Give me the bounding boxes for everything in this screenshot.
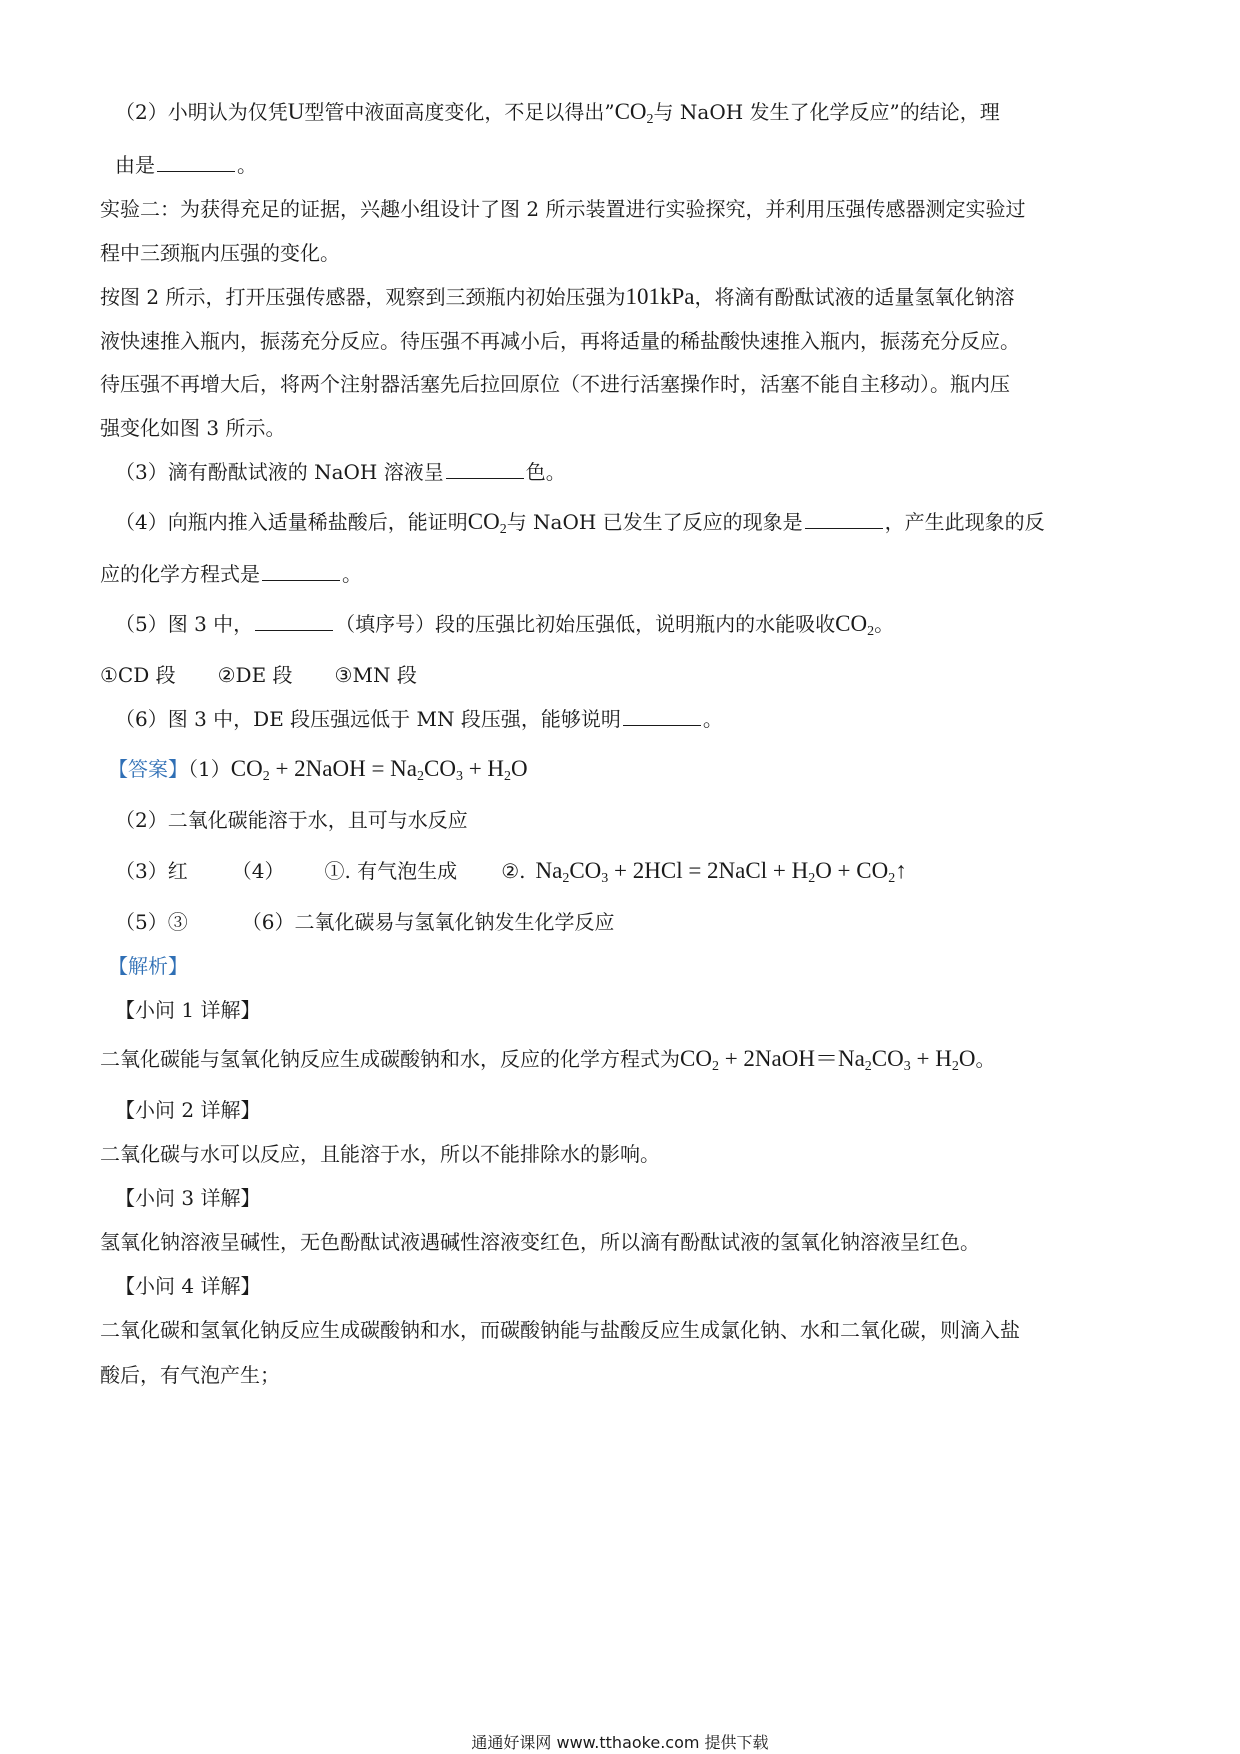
q5-text-b: （填序号）段的压强比初始压强低，说明瓶内的水能吸收 [335, 612, 836, 636]
q3-text-b: 色。 [525, 460, 566, 484]
q2-u-letter: U [287, 99, 305, 124]
co2-formula: $CO_2$ [467, 509, 507, 537]
q5-text-c: 。 [874, 612, 895, 636]
analysis-s4-text-2: 酸后，有气泡产生； [100, 1363, 280, 1387]
exp2-line-5: 待压强不再增大后，将两个注射器活塞先后拉回原位（不进行活塞操作时，活塞不能自主移动）。瓶内压 [100, 372, 1010, 396]
exp2-line-3 [100, 283, 1120, 311]
analysis-s1-body: 二氧化碳能与氢氧化钠反应生成碳酸钠和水，反应的化学方程式为 [100, 1047, 680, 1071]
q5-text-a: （5）图 3 中， [115, 612, 254, 636]
page-footer: 通通好课网 www.tthaoke.com 提供下载 [471, 1733, 769, 1752]
analysis-s3-title: 【小问 3 详解】 [115, 1186, 261, 1210]
exp2-line-4: 液快速推入瓶内，振荡充分反应。待压强不再减小后，再将适量的稀盐酸快速推入瓶内，振荡充分反应。 [100, 329, 1020, 353]
q5-option-3: ③MN 段 [334, 663, 417, 687]
analysis-s4-text-1: 二氧化碳和氢氧化钠反应生成碳酸钠和水，而碳酸钠能与盐酸反应生成氯化钠、水和二氧化碳，则滴入盐 [100, 1318, 1020, 1342]
q3-text-a: （3）滴有酚酞试液的 NaOH 溶液呈 [115, 460, 444, 484]
analysis-s1-title: 【小问 1 详解】 [115, 998, 261, 1022]
q2-line-2 [115, 151, 1135, 179]
q2-text-c: 与 NaOH 发生了化学反应”的结论，理 [653, 100, 1000, 124]
answer-3: （3）红 [115, 859, 188, 883]
q5-options [100, 661, 1120, 689]
q2-text-b: 型管中液面高度变化，不足以得出” [304, 100, 615, 124]
answer-5: （5）③ [115, 910, 188, 934]
q6-line [115, 705, 1135, 733]
analysis-s1-end: 。 [975, 1047, 996, 1071]
analysis-s4-title: 【小问 4 详解】 [115, 1274, 261, 1298]
q6-text-a: （6）图 3 中，DE 段压强远低于 MN 段压强，能够说明 [115, 707, 621, 731]
analysis-s3-text: 氢氧化钠溶液呈碱性，无色酚酞试液遇碱性溶液变红色，所以滴有酚酞试液的氢氧化钠溶液呈红色。 [100, 1230, 980, 1254]
answer-4-option-2-prefix: ②. [501, 859, 526, 883]
analysis-s2-text: 二氧化碳与水可以反应，且能溶于水，所以不能排除水的影响。 [100, 1142, 660, 1166]
q4-line-1 [115, 508, 1135, 536]
answer-1-formula: $CO_2$ + 2NaOH = $Na_2CO_3 + H_2O$ [230, 756, 528, 784]
answer-line-4 [115, 908, 1135, 936]
analysis-s1-text [100, 1045, 1120, 1073]
answer-6: （6）二氧化碳易与氢氧化钠发生化学反应 [241, 910, 615, 934]
q3-line [115, 458, 1135, 486]
answer-blank [623, 707, 701, 726]
answer-blank [805, 510, 883, 529]
analysis-tag [108, 952, 1128, 980]
q5-option-1: ①CD 段 [100, 663, 176, 687]
answer-blank [255, 612, 333, 631]
initial-pressure: 101kPa [625, 284, 695, 309]
q6-text-b: 。 [702, 707, 723, 731]
exp2-line-2: 程中三颈瓶内压强的变化。 [100, 241, 340, 265]
analysis-tag-text: 【解析】 [108, 954, 188, 978]
answer-line-1 [108, 755, 1128, 783]
gas-arrow-icon: ↑ [895, 858, 907, 883]
q4-text-c: ，产生此现象的反 [884, 510, 1045, 534]
q2-text-e: 。 [237, 153, 257, 177]
answer-blank [157, 153, 235, 172]
q4-text-d: 应的化学方程式是 [100, 562, 260, 586]
answer-4-formula: $Na_2CO_3 + 2HCl$ = 2NaCl + $H_2O$ + $CO_2↑$ [535, 858, 907, 886]
answer-4-prefix: （4） [231, 859, 285, 883]
q5-option-2: ②DE 段 [217, 663, 293, 687]
q5-line-1 [115, 610, 1135, 638]
analysis-s1-formula: $CO_2$ + $2NaOH=Na_2CO_3 + H_2O$ [680, 1046, 976, 1074]
exp2-line-1: 实验二：为获得充足的证据，兴趣小组设计了图 2 所示装置进行实验探究，并利用压强传感器测定实验过 [100, 197, 1026, 221]
answer-line-3 [115, 857, 1135, 885]
exp2-text-a: 按图 2 所示，打开压强传感器，观察到三颈瓶内初始压强为 [100, 285, 626, 309]
answer-4-option-1: ①. 有气泡生成 [324, 859, 458, 883]
co2-formula: $CO_2$ [614, 99, 654, 127]
co2-formula: $CO_2$ [835, 611, 875, 639]
answer-blank [446, 460, 524, 479]
exp2-line-6: 强变化如图 3 所示。 [100, 416, 286, 440]
answer-tag: 【答案】 [108, 757, 188, 781]
q4-text-b: 与 NaOH 已发生了反应的现象是 [506, 510, 803, 534]
q2-text-a: （2）小明认为仅凭 [115, 100, 288, 124]
exp2-text-b: ，将滴有酚酞试液的适量氢氧化钠溶 [694, 285, 1015, 309]
q2-line-1 [115, 98, 1135, 126]
q4-text-e: 。 [342, 562, 362, 586]
answer-line-2: （2）二氧化碳能溶于水，且可与水反应 [115, 808, 468, 832]
q4-text-a: （4）向瓶内推入适量稀盐酸后，能证明 [115, 510, 468, 534]
answer-1-prefix: （1） [188, 757, 231, 781]
q4-line-2 [100, 560, 1120, 588]
answer-blank [262, 562, 340, 581]
q2-text-d: 由是 [115, 153, 155, 177]
analysis-s2-title: 【小问 2 详解】 [115, 1098, 261, 1122]
